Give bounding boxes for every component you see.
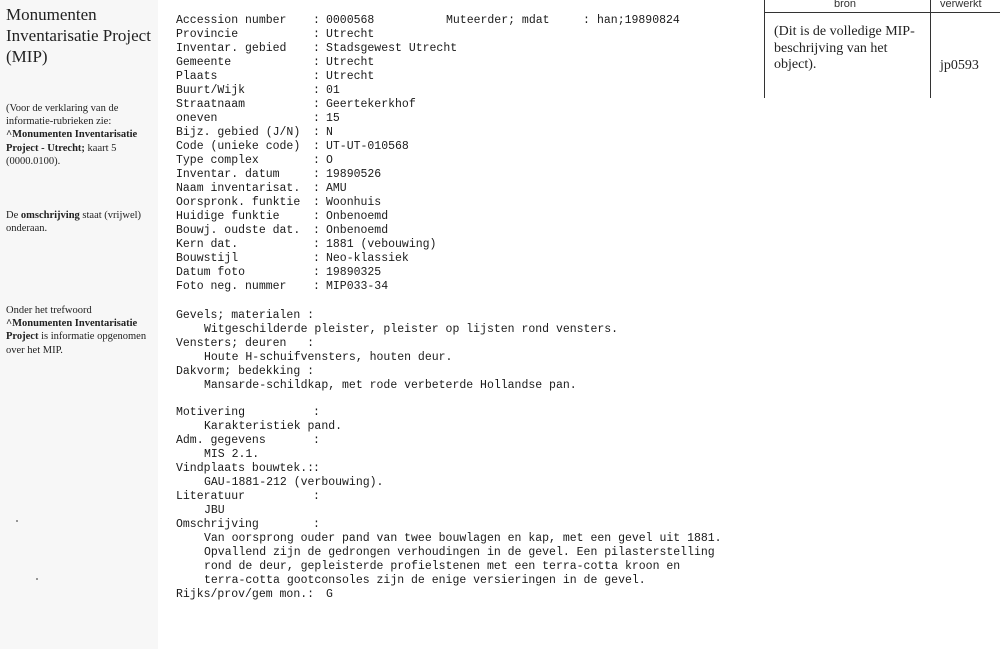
field-colon: :: [313, 28, 320, 41]
mutator-label: Muteerder; mdat: [446, 14, 550, 27]
note-keyword-mid: is informatie: [41, 331, 95, 343]
section-body: Houte H-schuifvensters, houten deur.: [204, 351, 453, 364]
note-description-post: staat (vrijwel) onderaan.: [6, 210, 142, 235]
section-label: Vindplaats bouwtek.:: [176, 462, 315, 475]
field-label: Naam inventarisat.: [176, 182, 301, 195]
field-value: Utrecht: [326, 70, 375, 83]
note-keyword-post: opgenomen over het MIP.: [6, 331, 147, 356]
omschrijving-line: Van oorsprong ouder pand van twee bouwlagen en kap, met een gevel uit 1881.: [204, 532, 722, 545]
table-rule: [764, 12, 1000, 13]
note-explanation-card: kaart 5 (0000.0100).: [6, 142, 117, 167]
field-label: Bouwstijl: [176, 252, 239, 265]
field-colon: :: [313, 56, 320, 69]
field-colon: :: [313, 210, 320, 223]
field-value: O: [326, 154, 333, 167]
field-label: Inventar. datum: [176, 168, 280, 181]
note-explanation: [6, 102, 156, 168]
left-margin: [0, 0, 158, 649]
field-value: AMU: [326, 182, 347, 195]
field-value: 01: [326, 84, 340, 97]
verwerkt-code: jp0593: [940, 58, 979, 73]
field-label: Code (unieke code): [176, 140, 301, 153]
mutator-value: han;19890824: [597, 14, 680, 27]
omschrijving-line: terra-cotta gootconsoles zijn de enige versieringen in de gevel.: [204, 574, 646, 587]
note-description-bold: omschrijving: [20, 210, 80, 221]
field-label: Oorspronk. funktie: [176, 196, 301, 209]
field-value: Geertekerkhof: [326, 98, 416, 111]
header-bron: bron: [834, 0, 857, 10]
section-label: Dakvorm; bedekking :: [176, 365, 315, 378]
field-colon: :: [313, 112, 320, 125]
field-value: 19890526: [326, 168, 382, 181]
speck: [36, 578, 38, 580]
field-value: Onbenoemd: [326, 224, 389, 237]
mip-title: Monumenten Inventarisatie Project (MIP): [6, 5, 151, 66]
field-value: Utrecht: [326, 28, 375, 41]
field-colon: :: [313, 168, 320, 181]
note-explanation-ref: ^Monumenten Inventarisatie Project - Utrecht;: [6, 129, 138, 154]
header-verwerkt: verwerkt: [940, 0, 982, 10]
field-colon: :: [313, 98, 320, 111]
field-label: Bijz. gebied (J/N): [176, 126, 301, 139]
bron-text: (Dit is de volledige MIP-beschrijving van het object).: [774, 24, 915, 72]
section-colon: :: [313, 434, 320, 447]
field-label: Type complex: [176, 154, 259, 167]
field-colon: :: [313, 238, 320, 251]
field-label: oneven: [176, 112, 218, 125]
rijks-value: G: [326, 588, 333, 601]
section-colon: :: [313, 462, 320, 475]
section-body: GAU-1881-212 (verbouwing).: [204, 476, 384, 489]
field-colon: :: [313, 196, 320, 209]
field-label: Straatnaam: [176, 98, 246, 111]
field-label: Provincie: [176, 28, 239, 41]
note-explanation-text: (Voor de verklaring van de informatie-rubrieken zie:: [6, 103, 119, 128]
mutator-colon: :: [583, 14, 590, 27]
field-colon: :: [313, 14, 320, 27]
field-value: Utrecht: [326, 56, 375, 69]
section-body: JBU: [204, 504, 225, 517]
note-keyword-pre: Onder het trefwoord: [6, 305, 92, 316]
field-colon: :: [313, 70, 320, 83]
note-description-pre: De: [6, 210, 19, 221]
section-body: MIS 2.1.: [204, 448, 260, 461]
field-colon: :: [313, 252, 320, 265]
field-value: Stadsgewest Utrecht: [326, 42, 458, 55]
field-value: Onbenoemd: [326, 210, 389, 223]
field-label: Accession number: [176, 14, 287, 27]
field-label: Huidige funktie: [176, 210, 280, 223]
field-colon: :: [313, 280, 320, 293]
section-colon: :: [313, 490, 320, 503]
omschrijving-colon: :: [313, 518, 320, 531]
omschrijving-line: Opvallend zijn de gedrongen verhoudingen in de gevel. Een pilasterstelling: [204, 546, 715, 559]
field-value: 0000568: [326, 14, 375, 27]
field-value: 15: [326, 112, 340, 125]
table-rule: [930, 0, 931, 98]
section-body: Karakteristiek pand.: [204, 420, 343, 433]
section-label: Literatuur: [176, 490, 246, 503]
rijks-label: Rijks/prov/gem mon.:: [176, 588, 315, 601]
section-colon: :: [313, 406, 320, 419]
section-label: Motivering: [176, 406, 246, 419]
field-colon: :: [313, 182, 320, 195]
field-colon: :: [313, 84, 320, 97]
table-rule: [764, 0, 765, 98]
note-keyword: [6, 304, 156, 357]
field-label: Bouwj. oudste dat.: [176, 224, 301, 237]
speck: [16, 520, 18, 522]
field-value: UT-UT-010568: [326, 140, 409, 153]
field-colon: :: [313, 224, 320, 237]
section-label: Vensters; deuren :: [176, 337, 315, 350]
omschrijving-line: rond de deur, gepleisterde profielstenen met een terra-cotta kroon en: [204, 560, 681, 573]
section-body: Witgeschilderde pleister, pleister op lijsten rond vensters.: [204, 323, 619, 336]
field-label: Plaats: [176, 70, 218, 83]
field-colon: :: [313, 42, 320, 55]
field-colon: :: [313, 154, 320, 167]
section-label: Adm. gegevens: [176, 434, 266, 447]
field-label: Inventar. gebied: [176, 42, 287, 55]
omschrijving-label: Omschrijving: [176, 518, 259, 531]
field-label: Kern dat.: [176, 238, 239, 251]
field-value: N: [326, 126, 333, 139]
field-value: 1881 (vebouwing): [326, 238, 437, 251]
field-value: 19890325: [326, 266, 382, 279]
source-table: [764, 0, 1000, 98]
note-keyword-bold: ^Monumenten Inventarisatie Project: [6, 318, 138, 343]
field-colon: :: [313, 126, 320, 139]
note-description: [6, 209, 156, 235]
field-label: Buurt/Wijk: [176, 84, 246, 97]
field-label: Gemeente: [176, 56, 232, 69]
field-value: Woonhuis: [326, 196, 382, 209]
section-label: Gevels; materialen :: [176, 309, 315, 322]
field-value: Neo-klassiek: [326, 252, 409, 265]
field-value: MIP033-34: [326, 280, 389, 293]
field-colon: :: [313, 266, 320, 279]
field-label: Datum foto: [176, 266, 246, 279]
field-colon: :: [313, 140, 320, 153]
section-body: Mansarde-schildkap, met rode verbeterde Hollandse pan.: [204, 379, 577, 392]
field-label: Foto neg. nummer: [176, 280, 287, 293]
